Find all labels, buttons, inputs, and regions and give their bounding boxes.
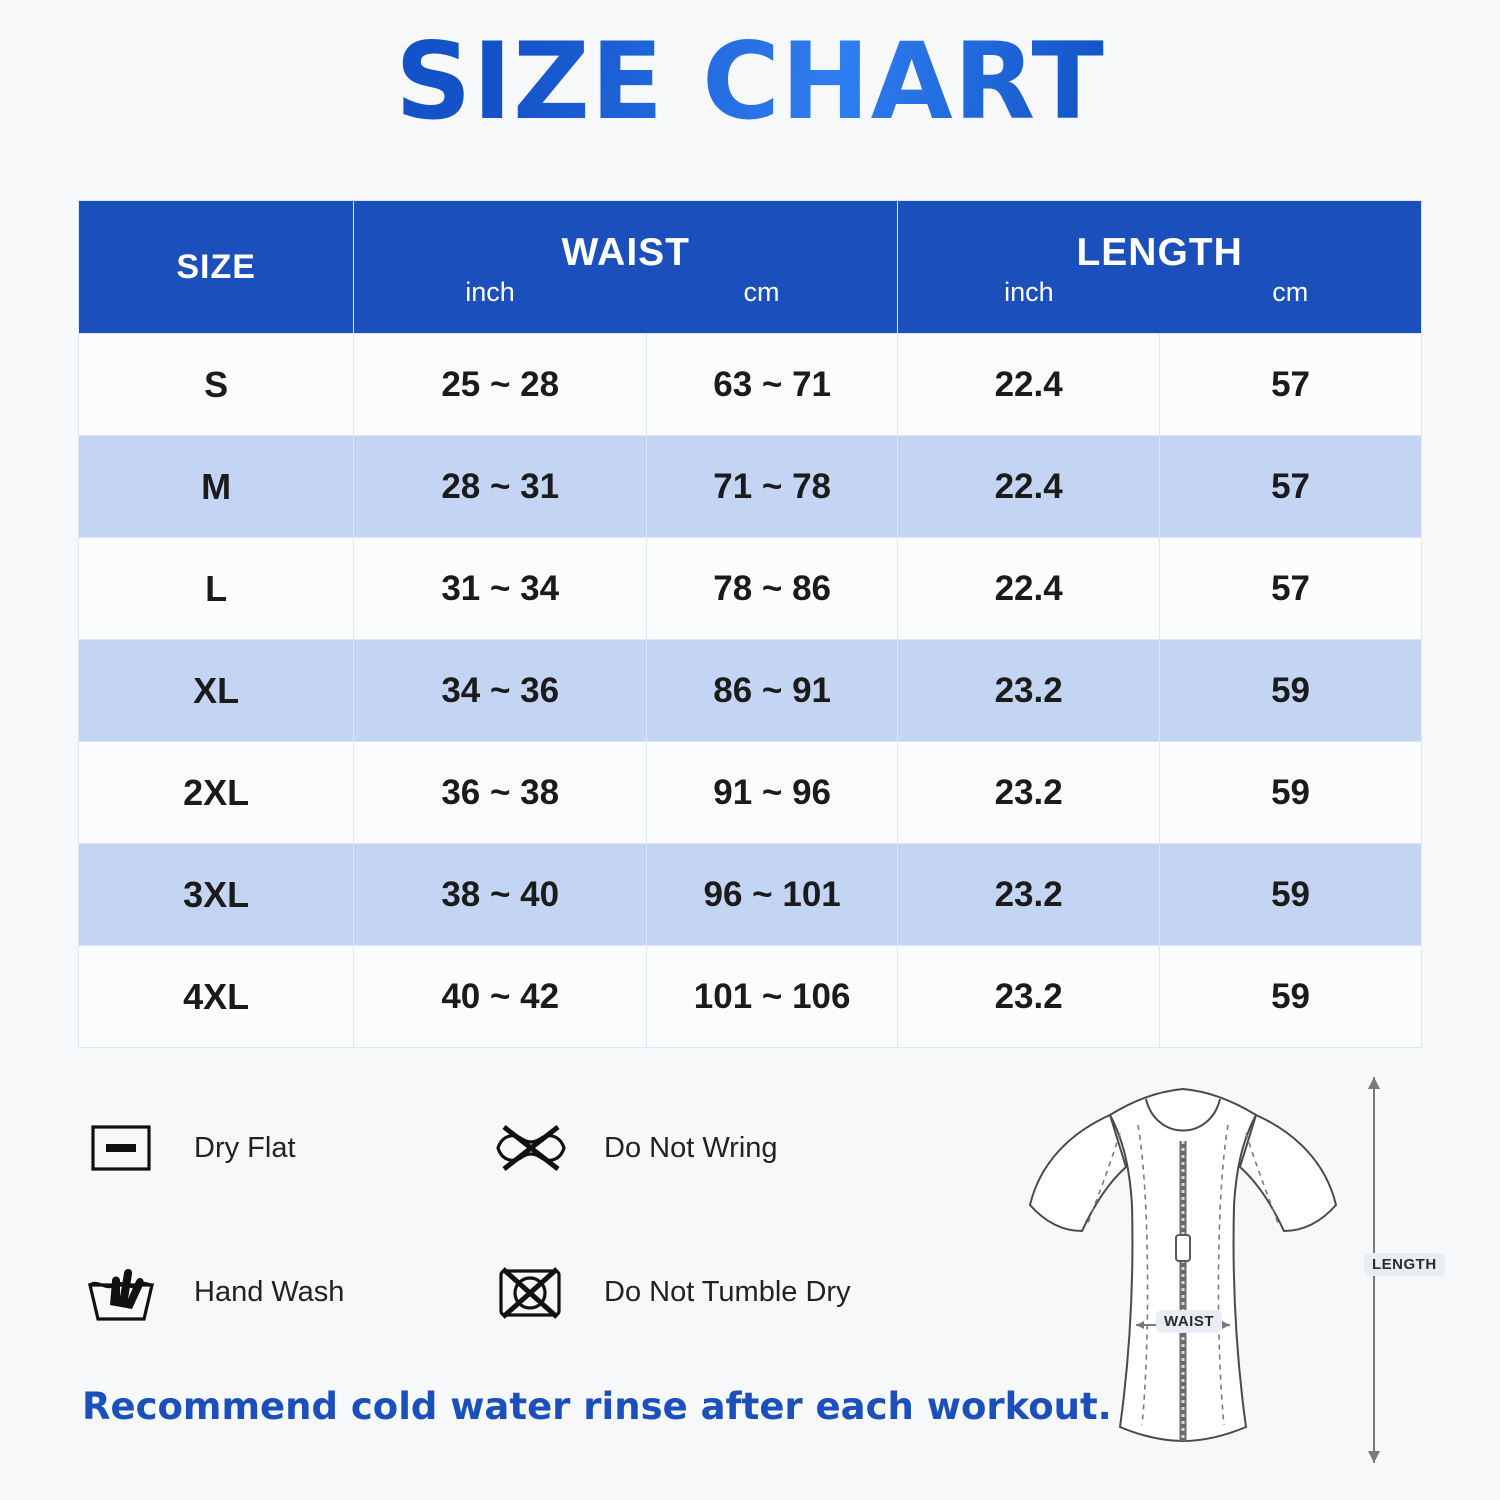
cell-length-cm: 59 xyxy=(1160,742,1422,844)
cell-waist-inch: 36 ~ 38 xyxy=(354,742,647,844)
cell-length-cm: 57 xyxy=(1160,436,1422,538)
care-note: Recommend cold water rinse after each workout. xyxy=(82,1385,1112,1428)
table-row xyxy=(79,946,1422,1048)
cell-waist-cm: 71 ~ 78 xyxy=(647,436,898,538)
size-table xyxy=(78,200,1422,1048)
cell-waist-inch: 31 ~ 34 xyxy=(354,538,647,640)
cell-size: 2XL xyxy=(79,742,354,844)
page-title: SIZE CHART xyxy=(0,0,1500,137)
garment-figure xyxy=(960,1055,1460,1485)
cell-length-inch: 22.4 xyxy=(898,538,1160,640)
cell-length-cm: 59 xyxy=(1160,844,1422,946)
cell-waist-inch: 40 ~ 42 xyxy=(354,946,647,1048)
care-item-do-not-wring xyxy=(488,1105,898,1191)
column-header-waist-cm: cm xyxy=(743,276,780,307)
table-row xyxy=(79,538,1422,640)
do-not-tumble-dry-icon xyxy=(488,1249,574,1335)
care-item-dry-flat xyxy=(78,1105,488,1191)
length-dimension-label: LENGTH xyxy=(1364,1253,1445,1276)
cell-length-cm: 59 xyxy=(1160,946,1422,1048)
size-table-container xyxy=(78,200,1422,1048)
cell-waist-inch: 25 ~ 28 xyxy=(354,334,647,436)
cell-length-cm: 59 xyxy=(1160,640,1422,742)
care-item-do-not-tumble-dry xyxy=(488,1249,898,1335)
cell-length-cm: 57 xyxy=(1160,538,1422,640)
cell-length-cm: 57 xyxy=(1160,334,1422,436)
column-header-waist-inch: inch xyxy=(465,276,515,307)
cell-waist-cm: 63 ~ 71 xyxy=(647,334,898,436)
do-not-wring-icon xyxy=(488,1105,574,1191)
cell-length-inch: 22.4 xyxy=(898,334,1160,436)
cell-waist-inch: 34 ~ 36 xyxy=(354,640,647,742)
care-label: Hand Wash xyxy=(194,1275,345,1308)
care-row-1 xyxy=(78,1105,978,1191)
cell-size: M xyxy=(79,436,354,538)
column-header-length-inch: inch xyxy=(1004,276,1054,307)
cell-waist-cm: 86 ~ 91 xyxy=(647,640,898,742)
table-row xyxy=(79,640,1422,742)
care-label: Do Not Tumble Dry xyxy=(604,1275,851,1308)
dry-flat-icon xyxy=(78,1105,164,1191)
table-row xyxy=(79,334,1422,436)
cell-size: XL xyxy=(79,640,354,742)
cell-length-inch: 23.2 xyxy=(898,640,1160,742)
cell-length-inch: 23.2 xyxy=(898,946,1160,1048)
care-item-hand-wash xyxy=(78,1249,488,1335)
cell-size: L xyxy=(79,538,354,640)
column-header-size: SIZE xyxy=(79,201,354,334)
table-body xyxy=(79,334,1422,1048)
cell-size: 3XL xyxy=(79,844,354,946)
table-row xyxy=(79,742,1422,844)
cell-waist-inch: 28 ~ 31 xyxy=(354,436,647,538)
cell-length-inch: 23.2 xyxy=(898,844,1160,946)
care-label: Dry Flat xyxy=(194,1131,296,1164)
cell-size: 4XL xyxy=(79,946,354,1048)
table-row xyxy=(79,844,1422,946)
cell-waist-cm: 96 ~ 101 xyxy=(647,844,898,946)
column-header-length: LENGTH xyxy=(1076,230,1243,274)
column-header-length-cm: cm xyxy=(1272,276,1309,307)
cell-length-inch: 22.4 xyxy=(898,436,1160,538)
column-header-waist-group xyxy=(354,201,898,334)
care-row-2 xyxy=(78,1249,978,1335)
cell-length-inch: 23.2 xyxy=(898,742,1160,844)
cell-waist-cm: 78 ~ 86 xyxy=(647,538,898,640)
cell-waist-cm: 91 ~ 96 xyxy=(647,742,898,844)
cell-waist-inch: 38 ~ 40 xyxy=(354,844,647,946)
column-header-waist: WAIST xyxy=(561,230,691,274)
table-row xyxy=(79,436,1422,538)
waist-dimension-label: WAIST xyxy=(1156,1310,1222,1333)
care-instructions xyxy=(78,1105,978,1393)
column-header-length-group xyxy=(898,201,1422,334)
cell-waist-cm: 101 ~ 106 xyxy=(647,946,898,1048)
care-label: Do Not Wring xyxy=(604,1131,778,1164)
hand-wash-icon xyxy=(78,1249,164,1335)
table-header xyxy=(79,201,1422,334)
cell-size: S xyxy=(79,334,354,436)
